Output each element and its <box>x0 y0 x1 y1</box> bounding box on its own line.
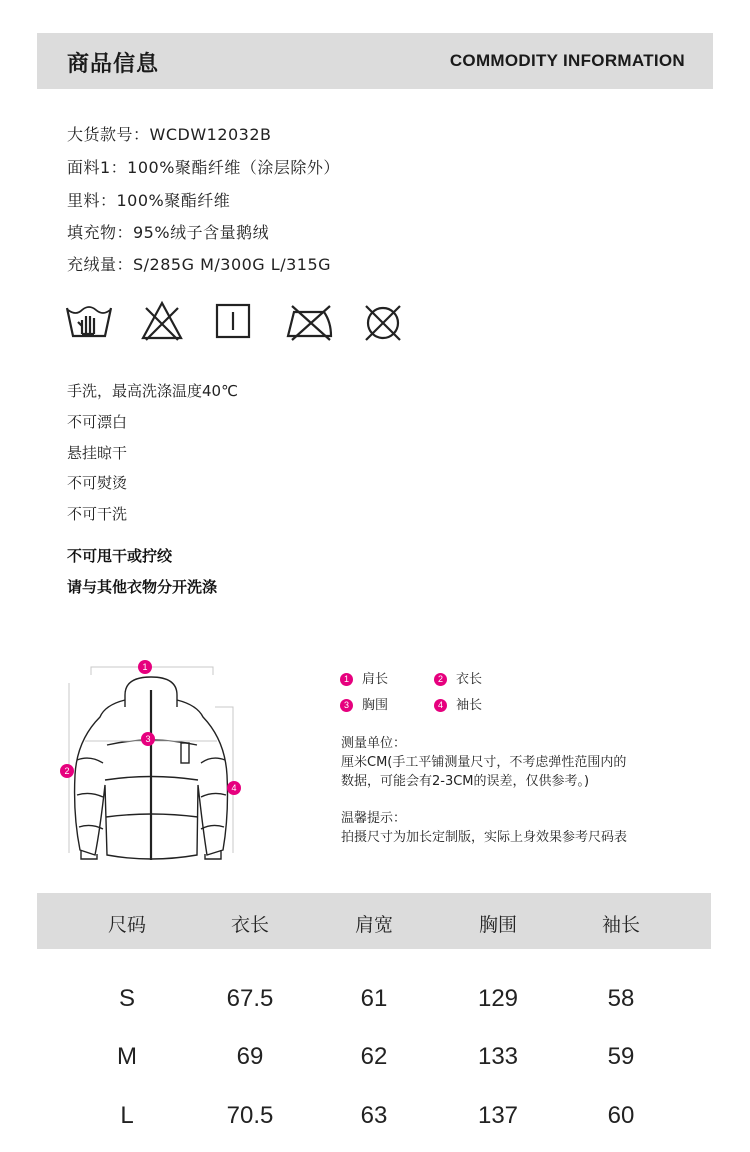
cell-length: 67.5 <box>226 985 274 1012</box>
marker-1: 1 <box>142 662 148 672</box>
col-size: 尺码 <box>107 914 146 936</box>
header-title-cn: 商品信息 <box>67 52 160 77</box>
spec-fill-weight: 充绒量：S/285G M/300G L/315G <box>67 255 332 274</box>
cell-size: M <box>117 1043 137 1070</box>
cell-sleeve: 58 <box>607 985 635 1012</box>
tip-note <box>341 809 627 847</box>
cell-shoulder: 62 <box>360 1043 388 1070</box>
col-length: 衣长 <box>230 914 269 936</box>
legend-label: 衣长 <box>456 672 483 687</box>
legend-item-shoulder <box>340 668 388 687</box>
cell-sleeve: 59 <box>607 1043 635 1070</box>
cell-size: S <box>118 985 135 1012</box>
section-header <box>37 33 713 89</box>
measurement-note <box>341 734 626 791</box>
spec-filling: 填充物：95%绒子含量鹅绒 <box>67 223 270 242</box>
unit-line-2: 数据，可能会有2-3CM的误差，仅供参考。) <box>341 774 590 789</box>
header-title-en: COMMODITY INFORMATION <box>449 51 685 70</box>
legend-item-chest <box>340 694 388 713</box>
care-bleach: 不可漂白 <box>67 413 128 431</box>
cell-chest: 137 <box>477 1102 519 1129</box>
legend-marker: 1 <box>340 673 353 686</box>
legend-marker: 3 <box>340 699 353 712</box>
cell-shoulder: 63 <box>360 1102 388 1129</box>
legend-marker: 4 <box>434 699 447 712</box>
unit-line-1: 厘米CM(手工平铺测量尺寸，不考虑弹性范围内的 <box>341 755 627 770</box>
marker-3: 3 <box>145 734 151 744</box>
care-warning-spin: 不可甩干或拧绞 <box>67 547 173 565</box>
legend-item-length <box>434 668 482 687</box>
marker-4: 4 <box>231 783 237 793</box>
size-table-header <box>37 893 711 949</box>
legend-label: 胸围 <box>362 698 389 713</box>
care-iron: 不可熨烫 <box>67 474 128 492</box>
spec-style-number: 大货款号：WCDW12032B <box>67 125 272 144</box>
hand-wash-40-icon <box>64 300 114 342</box>
cell-length: 70.5 <box>226 1102 274 1129</box>
care-icons <box>62 300 412 350</box>
col-sleeve: 袖长 <box>601 914 640 936</box>
care-dry-clean: 不可干洗 <box>67 505 128 523</box>
cell-size: L <box>120 1102 134 1129</box>
tip-title: 温馨提示： <box>341 811 407 826</box>
jacket-diagram <box>55 655 270 870</box>
col-shoulder: 肩宽 <box>354 914 393 936</box>
cell-shoulder: 61 <box>360 985 388 1012</box>
legend-label: 袖长 <box>456 698 483 713</box>
care-wash: 手洗，最高洗涤温度40℃ <box>67 382 238 400</box>
cell-length: 69 <box>236 1043 264 1070</box>
unit-title: 测量单位： <box>341 736 407 751</box>
hang-dry-icon <box>214 300 254 342</box>
legend-item-sleeve <box>434 694 482 713</box>
legend-marker: 2 <box>434 673 447 686</box>
spec-lining: 里料：100%聚酯纤维 <box>67 191 231 210</box>
cell-sleeve: 60 <box>607 1102 635 1129</box>
tip-line: 拍摄尺寸为加长定制版，实际上身效果参考尺码表 <box>341 830 628 845</box>
legend-label: 肩长 <box>362 672 389 687</box>
no-iron-icon <box>284 300 334 342</box>
marker-2: 2 <box>64 766 70 776</box>
care-warning-separate: 请与其他衣物分开洗涤 <box>67 578 218 596</box>
cell-chest: 133 <box>477 1043 519 1070</box>
care-dry: 悬挂晾干 <box>67 444 128 462</box>
col-chest: 胸围 <box>478 914 517 936</box>
spec-fabric: 面料1：100%聚酯纤维（涂层除外） <box>67 158 340 177</box>
no-dry-clean-icon <box>360 300 406 346</box>
cell-chest: 129 <box>477 985 519 1012</box>
no-bleach-icon <box>140 300 184 342</box>
